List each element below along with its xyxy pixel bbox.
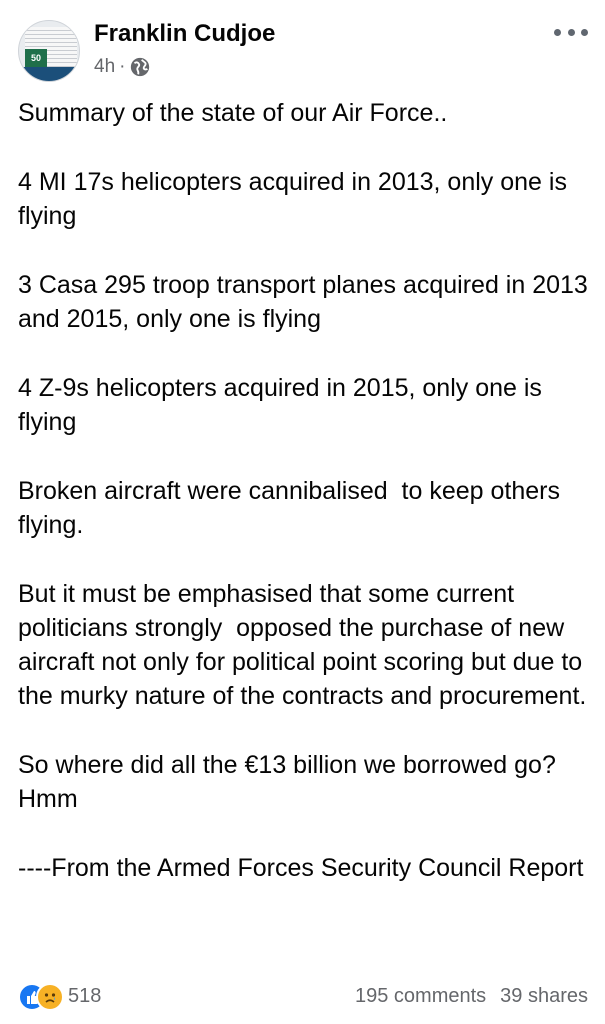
- shares-count[interactable]: 39 shares: [500, 984, 588, 1007]
- post-paragraph: So where did all the €13 billion we borrowed go? Hmm: [18, 751, 570, 813]
- avatar-strip: [19, 67, 80, 81]
- post-paragraph: 4 Z-9s helicopters acquired in 2015, only one is flying: [18, 374, 549, 436]
- comments-count[interactable]: 195 comments: [354, 984, 487, 1007]
- reaction-icons: [18, 983, 62, 1009]
- avatar-badge: 50: [25, 49, 47, 67]
- more-options-icon[interactable]: [554, 20, 588, 44]
- more-dot: [581, 29, 588, 36]
- post-footer: [18, 978, 588, 1014]
- post-paragraph: ----From the Armed Forces Security Council Report: [18, 854, 584, 882]
- more-dot: [554, 29, 561, 36]
- post-paragraph: But it must be emphasised that some current politicians strongly opposed the purchase of new aircraft not only for political point scoring but due to the murky nature of the contracts and procurement.: [18, 580, 590, 710]
- reactions-summary[interactable]: [18, 983, 101, 1009]
- more-dot: [568, 29, 575, 36]
- post-paragraph: 3 Casa 295 troop transport planes acquired in 2013 and 2015, only one is flying: [18, 271, 595, 333]
- post-paragraph: Summary of the state of our Air Force..: [18, 99, 448, 127]
- post-body: [18, 96, 595, 920]
- engagement-counts: [355, 985, 588, 1008]
- post-header: [18, 18, 588, 84]
- meta-separator: ·: [119, 56, 126, 77]
- reaction-count: 518: [68, 984, 102, 1007]
- sad-icon: [36, 983, 64, 1011]
- post-paragraph: 4 MI 17s helicopters acquired in 2013, only one is flying: [18, 168, 574, 230]
- post-time[interactable]: 4h: [94, 56, 116, 77]
- avatar[interactable]: [18, 20, 80, 82]
- post-meta: [94, 56, 151, 78]
- globe-icon: [129, 56, 151, 78]
- author-name[interactable]: Franklin Cudjoe: [94, 20, 276, 47]
- post-paragraph: Broken aircraft were cannibalised to keep others flying.: [18, 477, 567, 539]
